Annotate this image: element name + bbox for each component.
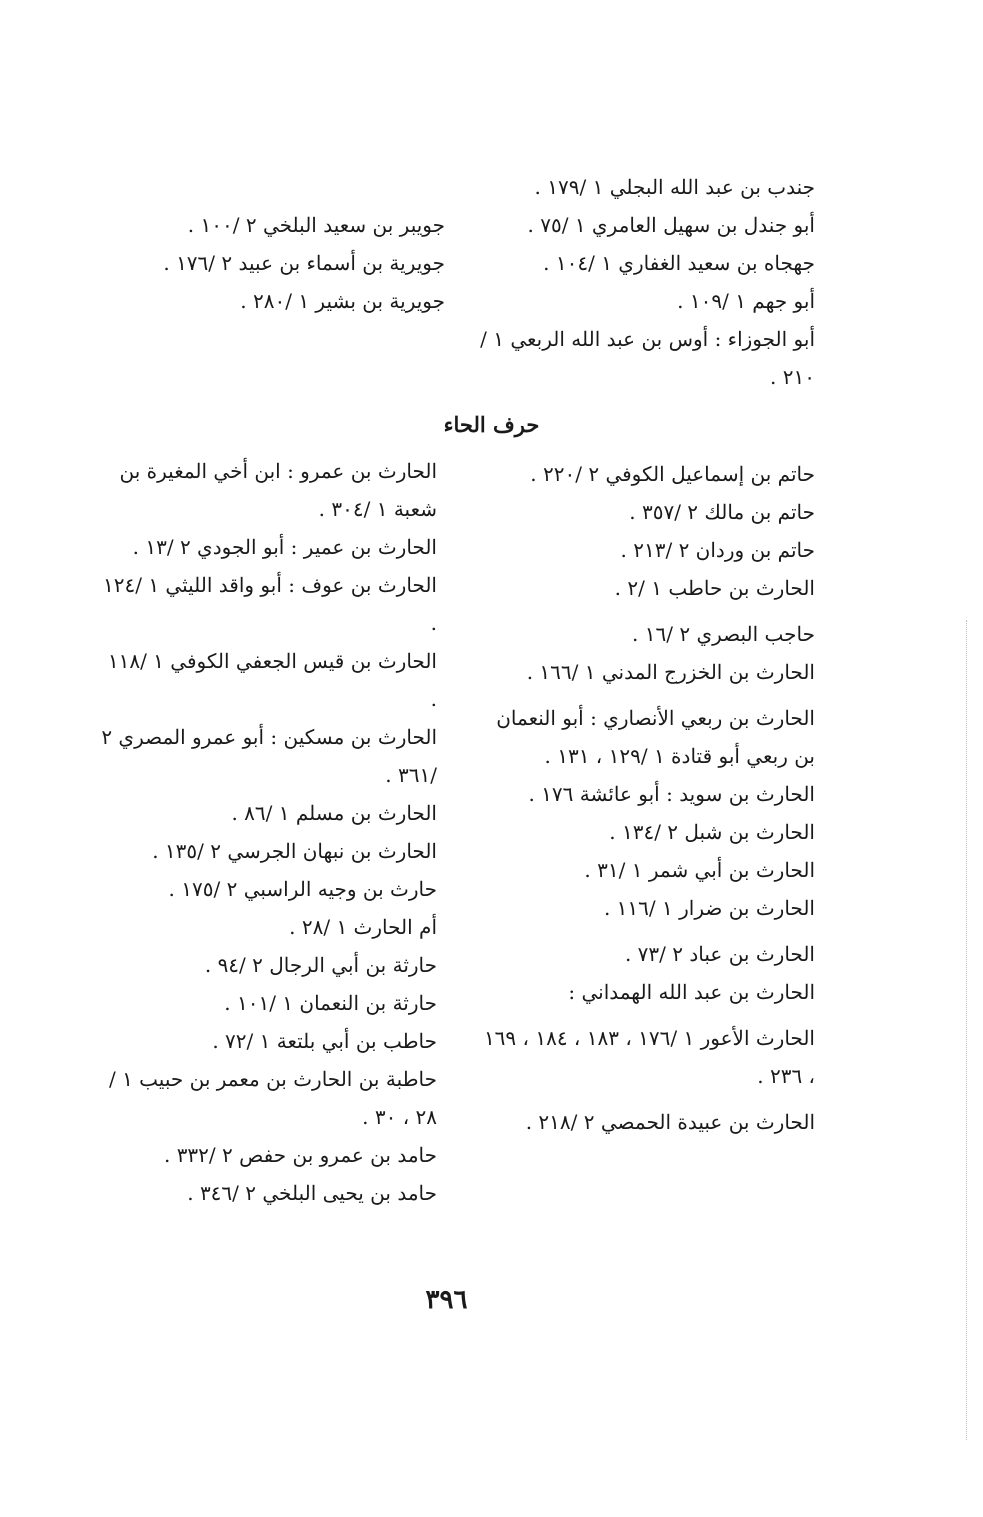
- page-number: ٣٩٦: [425, 1285, 468, 1315]
- index-entry: حارثة بن النعمان ١ /١٠١ .: [224, 991, 437, 1015]
- index-entry: الحارث بن ضرار ١ /١١٦ .: [603, 896, 815, 920]
- index-entry: حاجب البصري ٢ /١٦ .: [632, 622, 815, 646]
- index-entry: جويبر بن سعيد البلخي ٢ /١٠٠ .: [187, 213, 445, 237]
- index-entry: جويرية بن أسماء بن عبيد ٢ /١٧٦ .: [163, 251, 445, 275]
- index-entry: الحارث بن عباد ٢ /٧٣ .: [624, 942, 815, 966]
- index-entry: حارث بن وجيه الراسبي ٢ /١٧٥ .: [168, 877, 437, 901]
- index-column-right: [475, 455, 815, 1141]
- index-entry: حاطبة بن الحارث بن معمر بن حبيب ١ /٢٨ ، ٣٠ .: [108, 1067, 437, 1129]
- index-entry: الحارث بن عمرو : ابن أخي المغيرة بن شعبة ١ /٣٠٤ .: [119, 459, 437, 521]
- index-entry: الحارث بن مسكين : أبو عمرو المصري ٢ /٣٦١ .: [101, 725, 437, 787]
- index-entry: أبو الجوزاء : أوس بن عبد الله الربعي ١ /٢١٠ .: [480, 327, 815, 389]
- index-entry: الحارث بن أبي شمر ١ /٣١ .: [584, 858, 815, 882]
- index-entry: الحارث بن عبد الله الهمداني :: [568, 980, 815, 1004]
- index-entry: أبو جهم ١ /١٠٩ .: [677, 289, 815, 313]
- index-entry: الحارث بن سويد : أبو عائشة ١٧٦ .: [528, 782, 815, 806]
- index-entry: الحارث بن عوف : أبو واقد الليثي ١ /١٢٤ .: [102, 573, 437, 635]
- index-entry: جهجاه بن سعيد الغفاري ١ /١٠٤ .: [543, 251, 815, 275]
- index-entry: الحارث بن حاطب ١ /٢ .: [614, 576, 815, 600]
- index-entry: حاتم بن وردان ٢ /٢١٣ .: [620, 538, 815, 562]
- index-column-left: [97, 452, 437, 1212]
- index-entry: حامد بن عمرو بن حفص ٢ /٣٣٢ .: [163, 1143, 437, 1167]
- index-entry: الحارث بن شبل ٢ /١٣٤ .: [609, 820, 815, 844]
- index-column-top-right: [475, 168, 815, 396]
- index-entry: حاتم بن مالك ٢ /٣٥٧ .: [629, 500, 815, 524]
- index-entry: الحارث بن مسلم ١ /٨٦ .: [231, 801, 437, 825]
- index-entry: الحارث بن ربعي الأنصاري : أبو النعمان بن ربعي أبو قتادة ١ /١٢٩ ، ١٣١ .: [496, 706, 815, 768]
- index-entry: الحارث بن قيس الجعفي الكوفي ١ /١١٨ .: [107, 649, 437, 711]
- index-entry: حاتم بن إسماعيل الكوفي ٢ /٢٢٠ .: [530, 462, 815, 486]
- index-entry: حارثة بن أبي الرجال ٢ /٩٤ .: [204, 953, 437, 977]
- index-entry: جويرية بن بشير ١ /٢٨٠ .: [240, 289, 445, 313]
- index-entry: الحارث بن الخزرج المدني ١ /١٦٦ .: [526, 660, 815, 684]
- index-column-top-left: [115, 206, 445, 320]
- index-entry: الحارث بن عمير : أبو الجودي ٢ /١٣ .: [132, 535, 437, 559]
- index-entry: حامد بن يحيى البلخي ٢ /٣٤٦ .: [187, 1181, 437, 1205]
- index-entry: جندب بن عبد الله البجلي ١ /١٧٩ .: [534, 175, 815, 199]
- index-entry: أبو جندل بن سهيل العامري ١ /٧٥ .: [527, 213, 815, 237]
- margin-rule: [966, 620, 967, 1440]
- index-entry: حاطب بن أبي بلتعة ١ /٧٢ .: [212, 1029, 437, 1053]
- index-entry: أم الحارث ١ /٢٨ .: [289, 915, 437, 939]
- index-entry: الحارث بن نبهان الجرسي ٢ /١٣٥ .: [152, 839, 437, 863]
- index-entry: الحارث بن عبيدة الحمصي ٢ /٢١٨ .: [525, 1110, 815, 1134]
- index-entry: الحارث الأعور ١ /١٧٦ ، ١٨٣ ، ١٨٤ ، ١٦٩ ، ٢٣٦ .: [483, 1026, 815, 1088]
- section-heading: حرف الحاء: [443, 412, 540, 437]
